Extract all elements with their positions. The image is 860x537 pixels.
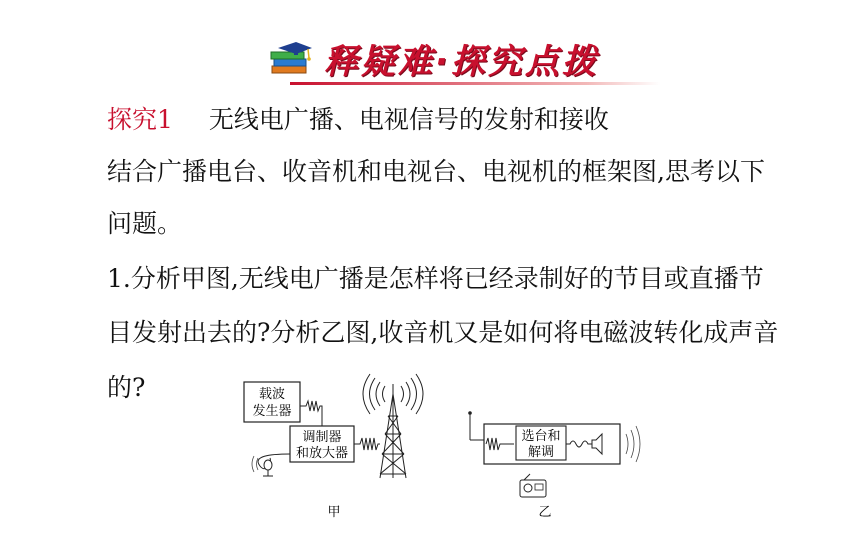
radio-set-icon	[520, 474, 546, 497]
question-line-2: 目发射出去的?分析乙图,收音机又是如何将电磁波转化成声音	[107, 318, 779, 347]
diagram-jia	[244, 374, 423, 520]
question-line-3: 的?	[107, 373, 146, 402]
yi-box-line1: 选台和	[521, 429, 561, 444]
section-title: 无线电广播、电视信号的发射和接收	[208, 105, 609, 134]
yi-box-line2: 解调	[527, 445, 555, 460]
books-graduation-cap-icon	[268, 40, 314, 80]
sound-wave-icon	[626, 426, 640, 462]
question-line-1: 1.分析甲图,无线电广播是怎样将已经录制好的节目或直播节	[107, 264, 764, 293]
microphone-cable	[258, 454, 290, 469]
caption-jia: 甲	[327, 505, 341, 520]
box2-line1: 调制器	[302, 430, 342, 445]
radio-block-diagram	[230, 370, 680, 530]
body-line-2: 问题。	[107, 209, 183, 238]
modulated-signal	[354, 438, 380, 450]
section-label: 探究1	[107, 105, 173, 134]
box2-line2: 和放大器	[295, 446, 349, 461]
body-line-1: 结合广播电台、收音机和电视台、电视机的框架图,思考以下	[107, 157, 765, 186]
caption-yi: 乙	[538, 505, 552, 520]
box1-line1: 载波	[258, 387, 286, 402]
antenna-tower-icon	[363, 374, 423, 478]
header-underline	[290, 82, 660, 85]
box1-line2: 发生器	[252, 404, 292, 419]
header-title: 释疑难·探究点拨	[324, 42, 599, 82]
diagram-yi	[468, 411, 640, 520]
section-heading	[107, 100, 609, 136]
section-header	[268, 30, 668, 90]
